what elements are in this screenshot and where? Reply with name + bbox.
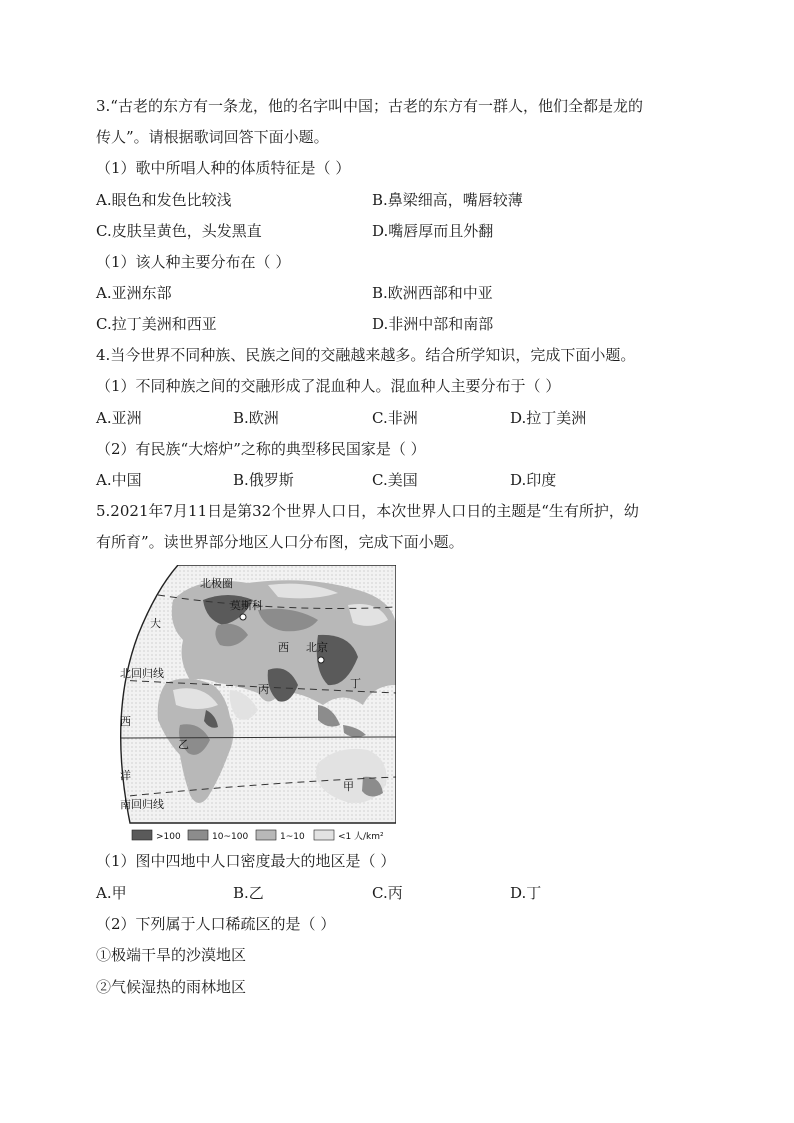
q5-sub2-item-2: ②气候湿热的雨林地区	[96, 978, 247, 996]
label-yi: 乙	[178, 738, 189, 751]
legend-label-lt1: <1	[338, 832, 352, 842]
q4-sub2-option-c[interactable]: C.美国	[372, 471, 418, 489]
q3-sub2-question: （1）该人种主要分布在（ ）	[96, 253, 291, 271]
legend-swatch-gt100	[132, 830, 152, 840]
legend-swatch-lt1	[314, 830, 334, 840]
label-bing: 丙	[258, 683, 269, 696]
beijing-dot	[318, 657, 324, 663]
legend-label-gt100: >100	[156, 832, 181, 842]
q5-sub1-option-a[interactable]: A.甲	[96, 884, 127, 902]
q5-sub1-option-d[interactable]: D.丁	[510, 884, 542, 902]
q5-sub2-item-1: ①极端干旱的沙漠地区	[96, 946, 247, 964]
q3-stem-line1: 3.“古老的东方有一条龙，他的名字叫中国；古老的东方有一群人，他们全都是龙的	[96, 97, 643, 115]
q4-sub2-option-a[interactable]: A.中国	[96, 471, 142, 489]
label-tropic-capricorn: 南回归线	[120, 798, 164, 811]
label-yang: 洋	[120, 769, 131, 782]
q4-sub1-option-b[interactable]: B.欧洲	[233, 409, 279, 427]
label-jia: 甲	[343, 780, 354, 793]
q4-sub1-option-c[interactable]: C.非洲	[372, 409, 418, 427]
q3-sub1-option-d[interactable]: D.嘴唇厚而且外翻	[372, 222, 494, 240]
q5-sub1-option-c[interactable]: C.丙	[372, 884, 403, 902]
q5-stem-line2: 有所育”。读世界部分地区人口分布图，完成下面小题。	[96, 533, 464, 551]
legend-unit: 人/km²	[354, 832, 384, 842]
q3-sub1-option-b[interactable]: B.鼻梁细高，嘴唇较薄	[372, 191, 523, 209]
q4-sub2-option-b[interactable]: B.俄罗斯	[233, 471, 294, 489]
legend-label-1-10: 1~10	[280, 832, 305, 842]
label-xi: 西	[120, 715, 131, 728]
q3-sub2-option-c[interactable]: C.拉丁美洲和西亚	[96, 315, 217, 333]
q5-stem-line1: 5.2021年7月11日是第32个世界人口日，本次世界人口日的主题是“生有所护，幼	[96, 502, 639, 520]
q3-sub2-option-d[interactable]: D.非洲中部和南部	[372, 315, 494, 333]
q3-sub1-option-a[interactable]: A.眼色和发色比较浅	[96, 191, 232, 209]
legend-swatch-1-10	[256, 830, 276, 840]
q4-sub2-option-d[interactable]: D.印度	[510, 471, 557, 489]
map-legend	[132, 830, 384, 842]
legend-label-10-100: 10~100	[212, 832, 249, 842]
q4-sub2-question: （2）有民族“大熔炉”之称的典型移民国家是（ ）	[96, 440, 426, 458]
q3-sub1-option-c[interactable]: C.皮肤呈黄色，头发黑直	[96, 222, 262, 240]
q5-sub1-option-b[interactable]: B.乙	[233, 884, 264, 902]
label-arctic-circle: 北极圈	[200, 577, 233, 590]
q4-sub1-option-a[interactable]: A.亚洲	[96, 409, 142, 427]
label-tropic-cancer: 北回归线	[120, 667, 164, 680]
q4-stem: 4.当今世界不同种族、民族之间的交融越来越多。结合所学知识，完成下面小题。	[96, 346, 636, 364]
moscow-dot	[240, 614, 246, 620]
q3-stem-line2: 传人”。请根据歌词回答下面小题。	[96, 128, 329, 146]
q3-sub2-option-b[interactable]: B.欧洲西部和中亚	[372, 284, 493, 302]
label-da: 大	[150, 617, 161, 630]
label-west: 西	[278, 641, 289, 654]
label-moscow: 莫斯科	[230, 599, 263, 612]
q5-sub1-question: （1）图中四地中人口密度最大的地区是（ ）	[96, 852, 396, 870]
q4-sub1-question: （1）不同种族之间的交融形成了混血种人。混血种人主要分布于（ ）	[96, 377, 561, 395]
q5-sub2-question: （2）下列属于人口稀疏区的是（ ）	[96, 915, 336, 933]
label-ding: 丁	[350, 677, 361, 690]
label-beijing: 北京	[306, 641, 328, 654]
q4-sub1-option-d[interactable]: D.拉丁美洲	[510, 409, 587, 427]
population-map	[118, 565, 396, 845]
q3-sub2-option-a[interactable]: A.亚洲东部	[96, 284, 172, 302]
q3-sub1-question: （1）歌中所唱人种的体质特征是（ ）	[96, 159, 351, 177]
legend-swatch-10-100	[188, 830, 208, 840]
